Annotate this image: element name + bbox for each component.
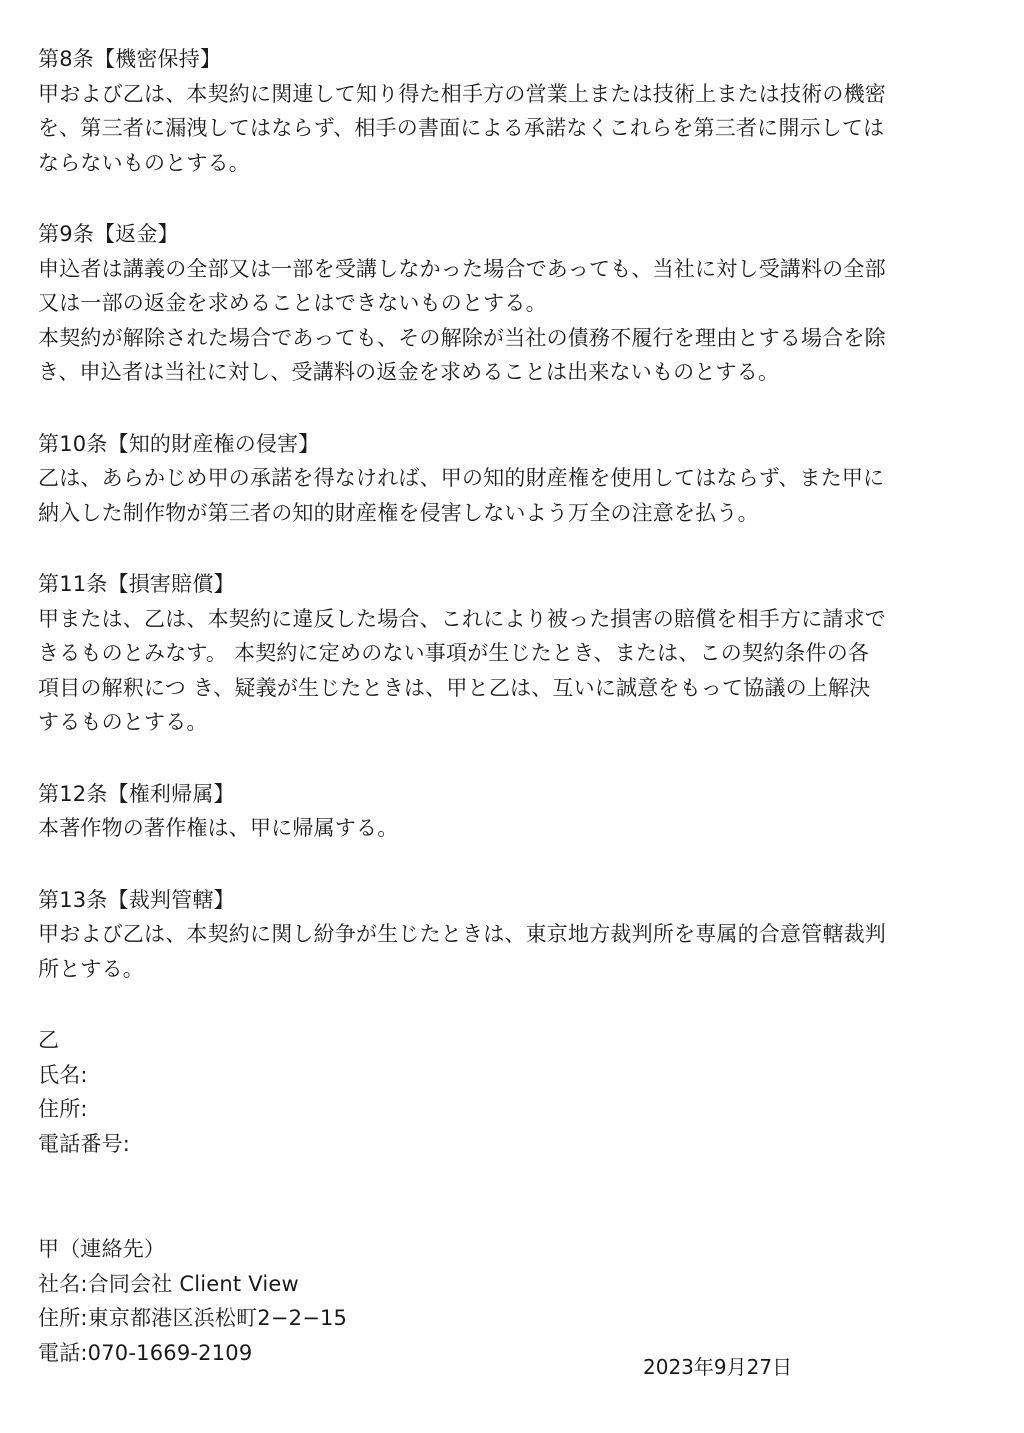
article-title: 第13条【裁判管轄】 (38, 887, 235, 912)
article-body (38, 602, 978, 740)
article-line: き、申込者は当社に対し、受講料の返金を求めることは出来ないものとする。 (38, 360, 780, 384)
article-10 (38, 427, 978, 531)
article-11 (38, 567, 978, 740)
contract-document (38, 42, 978, 1370)
article-line: 所とする。 (38, 956, 144, 981)
article-line: 乙は、あらかじめ甲の承諾を得なければ、甲の知的財産権を使用してはならず、また甲に (38, 466, 885, 490)
article-13 (38, 883, 978, 987)
article-title: 第9条【返金】 (38, 222, 179, 246)
article-body (38, 811, 978, 846)
party-a-address: 住所:東京都港区浜松町2−2−15 (38, 1306, 348, 1330)
article-12 (38, 777, 978, 846)
article-line: 又は一部の返金を求めることはできないものとする。 (38, 291, 547, 315)
article-line: 申込者は講義の全部又は一部を受講しなかった場合であっても、当社に対し受講料の全部 (38, 256, 886, 281)
party-b-name-label: 氏名: (38, 1062, 88, 1087)
article-body (38, 252, 978, 390)
party-a-label: 甲（連絡先） (38, 1237, 166, 1261)
article-body (38, 461, 978, 530)
article-line: 本契約が解除された場合であっても、その解除が当社の債務不履行を理由とする場合を除 (38, 325, 886, 350)
article-title: 第12条【権利帰属】 (38, 781, 235, 806)
party-b-phone-label: 電話番号: (38, 1131, 131, 1156)
article-line: 項目の解釈につ き、疑義が生じたときは、甲と乙は、互いに誠意をもって協議の上解決 (38, 675, 871, 700)
article-line: するものとする。 (38, 710, 208, 734)
party-a-phone: 電話:070-1669-2109 (38, 1340, 253, 1365)
article-8 (38, 42, 978, 180)
party-b-label: 乙 (38, 1028, 60, 1052)
article-line: 納入した制作物が第三者の知的財産権を侵害しないよう万全の注意を払う。 (38, 500, 759, 525)
party-b-block (38, 1023, 978, 1161)
article-title: 第8条【機密保持】 (38, 47, 222, 71)
article-9 (38, 217, 978, 390)
article-line: ならないものとする。 (38, 150, 250, 175)
article-title: 第10条【知的財産権の侵害】 (38, 431, 320, 456)
document-date: 2023年9月27日 (643, 1355, 793, 1379)
article-body (38, 77, 978, 181)
article-line: きるものとみなす。 本契約に定めのない事項が生じたとき、または、この契約条件の各 (38, 641, 870, 665)
article-title: 第11条【損害賠償】 (38, 572, 235, 596)
article-line: 甲または、乙は、本契約に違反した場合、これにより被った損害の賠償を相手方に請求で (38, 606, 886, 631)
article-line: 本著作物の著作権は、甲に帰属する。 (38, 816, 399, 840)
party-a-contact-block (38, 1232, 978, 1370)
article-line: 甲および乙は、本契約に関連して知り得た相手方の営業上または技術上または技術の機密 (38, 81, 886, 106)
article-line: を、第三者に漏洩してはならず、相手の書面による承諾なくこれらを第三者に開示しては (38, 116, 885, 140)
article-body (38, 917, 978, 986)
party-b-address-label: 住所: (38, 1097, 88, 1121)
article-line: 甲および乙は、本契約に関し紛争が生じたときは、東京地方裁判所を専属的合意管轄裁判 (38, 922, 886, 946)
party-a-company: 社名:合同会社 Client View (38, 1271, 299, 1296)
